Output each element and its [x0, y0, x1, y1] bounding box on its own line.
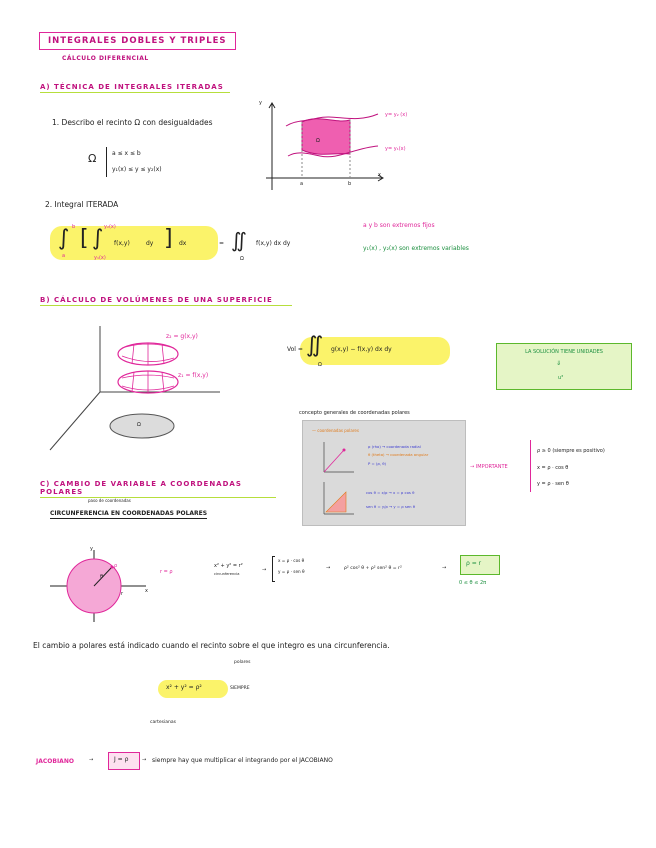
- integrand: f(x,y): [114, 240, 130, 247]
- double-integral-sign: ∬: [231, 228, 247, 252]
- important-brace: [530, 440, 531, 492]
- jacobian-text: siempre hay que multiplicar el integrando por el JACOBIANO: [152, 757, 333, 764]
- bracket-y: y = ρ · sen θ: [278, 569, 305, 574]
- graph-x-label: x: [378, 172, 381, 178]
- section-b-heading: B) CÁLCULO DE VOLÚMENES DE UNA SUPERFICIE: [40, 296, 292, 306]
- jacobian-arrow: →: [89, 757, 94, 763]
- polar-mini-graphs: [318, 438, 358, 518]
- polar-bracket: [272, 556, 275, 582]
- outer-upper: b: [72, 224, 76, 230]
- graph-y-label: y: [259, 100, 262, 106]
- outer-integral-sign: ∫: [58, 226, 70, 251]
- inner-upper: y₂(x): [104, 224, 116, 230]
- dy: dy: [146, 240, 154, 247]
- note-variable: y₁(x) , y₂(x) son extremos variables: [363, 245, 469, 252]
- arrow-2: →: [326, 565, 331, 571]
- important-tag: → IMPORTANTE: [470, 464, 508, 470]
- polares-label: polares: [234, 660, 251, 665]
- base-region-label: Ω: [137, 422, 141, 428]
- note-fixed: a y b son extremos fijos: [363, 222, 435, 229]
- z2-label: z₂ = g(x,y): [166, 333, 198, 340]
- vol-integral-sign: ∬: [306, 333, 324, 358]
- x-polar-eq: x = ρ · cos θ: [537, 465, 569, 471]
- graph-b: b: [348, 181, 352, 187]
- jacobian-box-text: J = ρ: [114, 756, 129, 763]
- polar-l3: P = (ρ, θ): [368, 461, 386, 466]
- jacobian-arrow-2: →: [142, 757, 147, 763]
- graph-upper-label: y= y₂ (x): [385, 112, 408, 118]
- omega-symbol: Ω: [88, 152, 97, 165]
- theta-range: 0 ≤ θ ≤ 2π: [459, 580, 487, 586]
- vol-label: Vol =: [287, 346, 303, 353]
- expanded-eq: ρ² cos² θ + ρ² sen² θ = r²: [344, 566, 402, 571]
- circle-x: x: [145, 588, 148, 594]
- graph-region-label: Ω: [316, 138, 320, 144]
- section-c-heading: C) CAMBIO DE VARIABLE A COORDENADAS POLARES: [40, 480, 276, 498]
- ineq-x: a ≤ x ≤ b: [112, 150, 141, 157]
- r-equals-rho: r = ρ: [160, 569, 173, 575]
- z1-label: z₁ = f(x,y): [178, 372, 209, 379]
- ineq-y: y₁(x) ≤ y ≤ y₂(x): [112, 166, 162, 173]
- circle-r: r: [121, 591, 124, 597]
- result-text: ρ = r: [466, 560, 482, 567]
- vol-expression: g(x,y) − f(x,y) dx dy: [331, 346, 392, 353]
- brace-line: [106, 147, 107, 177]
- step2-text: 2. Integral ITERADA: [45, 200, 119, 209]
- double-integral-rhs: f(x,y) dx dy: [256, 240, 291, 247]
- polar-caption: concepto generales de coordenadas polares: [299, 410, 410, 416]
- graph-a: a: [300, 181, 304, 187]
- circle-theta: θ: [100, 574, 104, 580]
- units-box-unit: u³: [558, 375, 564, 381]
- page-title: INTEGRALES DOBLES Y TRIPLES: [39, 32, 236, 50]
- arrow-1: →: [262, 567, 267, 573]
- circumference-subtitle: CIRCUNFERENCIA EN COORDENADAS POLARES: [50, 510, 208, 517]
- integral-highlight: [50, 226, 218, 260]
- circle-polar-eq: x² + y² = ρ²: [166, 684, 202, 691]
- polar-l1: ρ (rho) → coordenada radial: [368, 444, 421, 449]
- cartesianas-label: cartesianas: [150, 720, 176, 725]
- polar-l5: sen θ = y/ρ → y = ρ sen θ: [366, 504, 416, 509]
- circle-cartesian-eq: x² + y² = r²: [214, 563, 243, 569]
- bracket-left: [: [80, 226, 89, 251]
- bracket-right: ]: [164, 226, 173, 251]
- units-box-text: LA SOLUCIÓN TIENE UNIDADES: [525, 349, 603, 355]
- polar-statement: El cambio a polares está indicado cuando el recinto sobre el que integro es una circunferencia.: [33, 641, 390, 650]
- inner-lower: y₁(x): [94, 255, 106, 261]
- vol-sub: Ω: [318, 362, 322, 368]
- dx: dx: [179, 240, 187, 247]
- arrow-3: →: [442, 565, 447, 571]
- circle-cartesian-note: circunferencia: [214, 572, 240, 576]
- equals-sign: =: [219, 240, 225, 247]
- polar-l4: cos θ = x/ρ → x = ρ cos θ: [366, 490, 415, 495]
- section-a-heading: A) TÉCNICA DE INTEGRALES ITERADAS: [40, 83, 230, 93]
- inner-integral-sign: ∫: [92, 226, 104, 251]
- siempre-label: SIEMPRE: [230, 686, 250, 691]
- double-integral-sub: Ω: [240, 256, 244, 262]
- polar-l2: θ (theta) → coordenada angular: [368, 452, 429, 457]
- page-subtitle: CÁLCULO DIFERENCIAL: [62, 55, 149, 62]
- jacobian-label: JACOBIANO: [36, 758, 74, 765]
- volume-sketch: [44, 322, 224, 454]
- rho-condition: ρ ≥ 0 (siempre es positivo): [537, 448, 605, 454]
- circle-graph: [44, 546, 154, 626]
- circle-y: y: [90, 546, 93, 552]
- step1-text: 1. Describo el recinto Ω con desigualdades: [52, 118, 213, 127]
- outer-lower: a: [62, 253, 66, 259]
- graph-lower-label: y= y₁(x): [385, 146, 406, 152]
- y-polar-eq: y = ρ · sen θ: [537, 481, 569, 487]
- units-box-arrow: ⇓: [556, 360, 562, 367]
- circle-rho: ρ: [114, 563, 118, 569]
- bracket-x: x = ρ · cos θ: [278, 558, 305, 563]
- section-c-note: paso de coordenadas: [88, 498, 131, 503]
- polar-tag: — coordenadas polares: [312, 428, 359, 433]
